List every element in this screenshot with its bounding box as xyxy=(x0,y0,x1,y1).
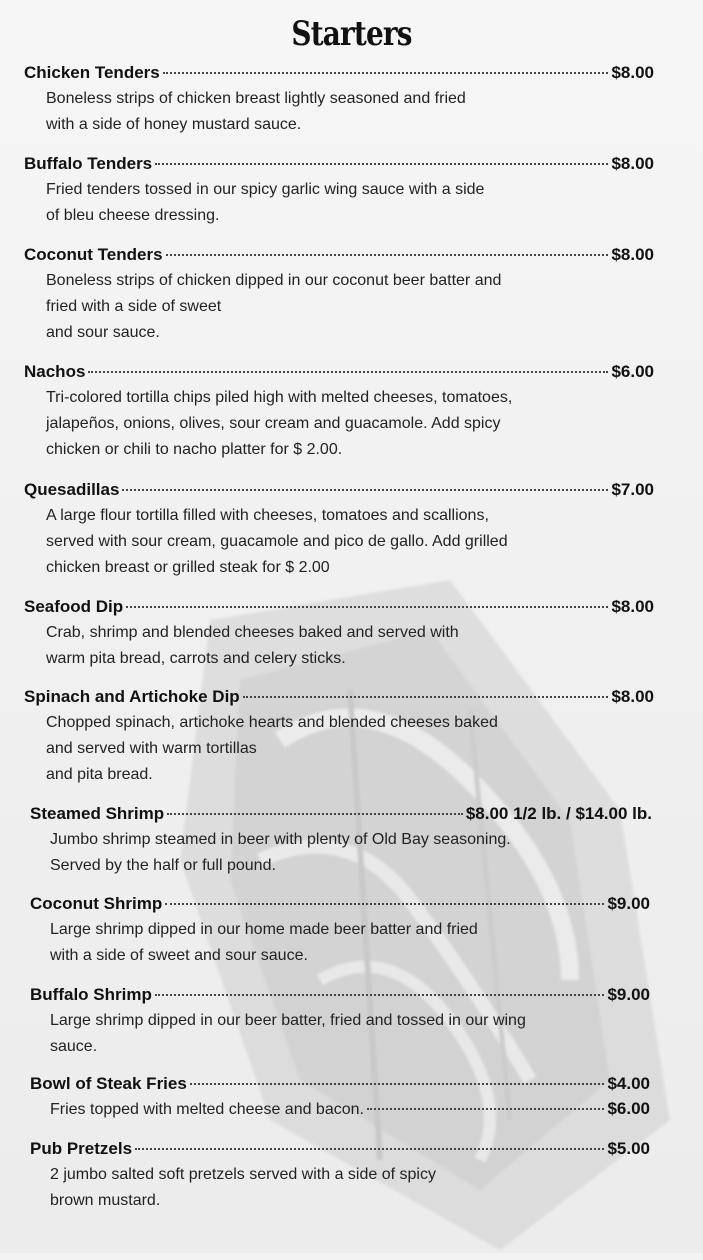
menu-item-coconut-tenders xyxy=(24,244,654,346)
item-header xyxy=(24,62,654,84)
item-header xyxy=(24,479,654,501)
leader-dots xyxy=(122,489,608,491)
item-header xyxy=(24,153,654,175)
item-price: $8.00 xyxy=(611,687,654,706)
item-header xyxy=(24,596,654,618)
description-line: and served with warm tortillas xyxy=(46,740,257,757)
item-name: Nachos xyxy=(24,362,86,381)
leader-dots xyxy=(163,72,609,74)
item-description xyxy=(46,86,654,138)
menu-item-coconut-shrimp xyxy=(30,893,650,969)
leader-dots xyxy=(166,254,609,256)
item-description xyxy=(50,917,650,969)
description-line: fried with a side of sweet xyxy=(46,298,222,315)
item-description xyxy=(46,503,654,581)
item-addon xyxy=(50,1097,650,1122)
item-price: $8.00 xyxy=(611,154,654,173)
description-line: brown mustard. xyxy=(50,1192,161,1209)
item-description xyxy=(46,268,654,346)
item-name: Quesadillas xyxy=(24,480,120,499)
item-header xyxy=(24,244,654,266)
item-name: Steamed Shrimp xyxy=(30,804,165,823)
item-price: $8.00 xyxy=(611,597,654,616)
item-description xyxy=(50,1162,650,1214)
description-line: jalapeños, onions, olives, sour cream and guacamole. Add spicy xyxy=(46,415,501,432)
leader-dots xyxy=(243,696,609,698)
menu-item-buffalo-tenders xyxy=(24,153,654,229)
item-header xyxy=(30,1073,650,1095)
addon-price: $6.00 xyxy=(607,1099,650,1118)
description-line: served with sour cream, guacamole and pico de gallo. Add grilled xyxy=(46,533,508,550)
item-price: $8.00 xyxy=(611,63,654,82)
description-line: with a side of sweet and sour sauce. xyxy=(50,947,308,964)
item-name: Coconut Tenders xyxy=(24,245,163,264)
description-line: Boneless strips of chicken breast lightly seasoned and fried xyxy=(46,90,466,107)
menu-item-buffalo-shrimp xyxy=(30,984,650,1060)
item-header xyxy=(30,1138,650,1160)
description-line: and pita bread. xyxy=(46,766,153,783)
leader-dots xyxy=(165,903,604,905)
menu-item-pub-pretzels xyxy=(30,1138,650,1214)
item-price: $6.00 xyxy=(611,362,654,381)
addon-description: Fries topped with melted cheese and bacon. xyxy=(50,1101,364,1118)
description-line: A large flour tortilla filled with cheeses, tomatoes and scallions, xyxy=(46,507,489,524)
leader-dots xyxy=(88,371,608,373)
item-name: Coconut Shrimp xyxy=(30,894,163,913)
menu-item-bowl-of-steak-fries xyxy=(30,1073,650,1122)
description-line: Chopped spinach, artichoke hearts and blended cheeses baked xyxy=(46,714,498,731)
leader-dots xyxy=(367,1108,604,1110)
item-header xyxy=(30,984,650,1006)
description-line: Tri-colored tortilla chips piled high with melted cheeses, tomatoes, xyxy=(46,389,513,406)
menu-item-steamed-shrimp xyxy=(30,803,652,879)
item-description xyxy=(46,620,654,672)
item-description xyxy=(46,177,654,229)
description-line: Jumbo shrimp steamed in beer with plenty of Old Bay seasoning. xyxy=(50,831,511,848)
item-header xyxy=(24,361,654,383)
item-price: $7.00 xyxy=(611,480,654,499)
page-title: Starters xyxy=(291,14,412,54)
item-description xyxy=(46,710,654,788)
description-line: Crab, shrimp and blended cheeses baked and served with xyxy=(46,624,459,641)
leader-dots xyxy=(135,1148,604,1150)
description-line: Large shrimp dipped in our home made beer batter and fried xyxy=(50,921,478,938)
description-line: chicken or chili to nacho platter for $ 2.00. xyxy=(46,441,343,458)
leader-dots xyxy=(167,813,463,815)
item-name: Spinach and Artichoke Dip xyxy=(24,687,240,706)
item-price: $8.00 xyxy=(611,245,654,264)
description-line: warm pita bread, carrots and celery sticks. xyxy=(46,650,346,667)
item-price: $5.00 xyxy=(607,1139,650,1158)
item-name: Buffalo Tenders xyxy=(24,154,153,173)
description-line: of bleu cheese dressing. xyxy=(46,207,220,224)
leader-dots xyxy=(155,163,608,165)
leader-dots xyxy=(126,606,608,608)
item-name: Buffalo Shrimp xyxy=(30,985,152,1004)
menu-item-quesadillas xyxy=(24,479,654,581)
leader-dots xyxy=(190,1083,605,1085)
menu-item-nachos xyxy=(24,361,654,463)
item-description xyxy=(46,385,654,463)
item-header xyxy=(30,803,652,825)
description-line: Served by the half or full pound. xyxy=(50,857,276,874)
item-price: $4.00 xyxy=(607,1074,650,1093)
menu-item-seafood-dip xyxy=(24,596,654,672)
menu-item-spinach-artichoke-dip xyxy=(24,686,654,788)
leader-dots xyxy=(155,994,605,996)
description-line: Fried tenders tossed in our spicy garlic wing sauce with a side xyxy=(46,181,485,198)
description-line: chicken breast or grilled steak for $ 2.00 xyxy=(46,559,330,576)
description-line: with a side of honey mustard sauce. xyxy=(46,116,302,133)
description-line: Large shrimp dipped in our beer batter, fried and tossed in our wing xyxy=(50,1012,526,1029)
description-line: sauce. xyxy=(50,1038,98,1055)
item-name: Seafood Dip xyxy=(24,597,124,616)
description-line: and sour sauce. xyxy=(46,324,160,341)
item-name: Chicken Tenders xyxy=(24,63,160,82)
item-description xyxy=(50,827,652,879)
item-description xyxy=(50,1008,650,1060)
item-header xyxy=(30,893,650,915)
item-name: Pub Pretzels xyxy=(30,1139,133,1158)
item-price: $8.00 1/2 lb. / $14.00 lb. xyxy=(465,804,652,823)
menu-item-chicken-tenders xyxy=(24,62,654,138)
item-name: Bowl of Steak Fries xyxy=(30,1074,187,1093)
item-header xyxy=(24,686,654,708)
item-price: $9.00 xyxy=(607,894,650,913)
description-line: 2 jumbo salted soft pretzels served with a side of spicy xyxy=(50,1166,436,1183)
item-price: $9.00 xyxy=(607,985,650,1004)
description-line: Boneless strips of chicken dipped in our coconut beer batter and xyxy=(46,272,502,289)
